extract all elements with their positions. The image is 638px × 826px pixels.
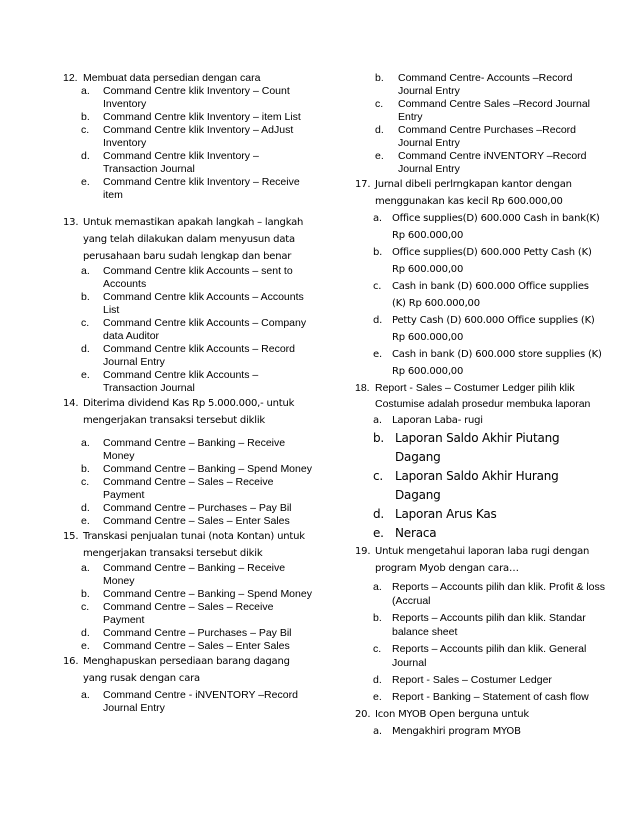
question-text: Transkasi penjualan tunai (nota Kontan) untuk mengerjakan transaksi tersebut dikik — [83, 531, 305, 559]
option: a. Command Centre – Banking – Receive Money — [81, 437, 286, 462]
question-text: Jurnal dibeli perlrngkapan kantor dengan menggunakan kas kecil Rp 600.000,00 — [375, 179, 572, 207]
option: a. Reports – Accounts pilih dan klik. Profit & loss (Accrual — [373, 581, 606, 607]
question-number: 18. — [355, 382, 370, 394]
option: a. Command Centre - iNVENTORY –Record Journal Entry — [81, 689, 298, 714]
option: a. Laporan Laba- rugi — [373, 415, 483, 426]
option: b. Command Centre- Accounts –Record Journal Entry — [375, 72, 573, 97]
option: a. Command Centre klik Inventory – Count Inventory — [81, 85, 290, 110]
question-number: 14. — [63, 398, 79, 409]
left-column — [63, 72, 315, 715]
option: b. Command Centre klik Accounts – Accounts List — [81, 291, 304, 316]
question-text: Menghapuskan persediaan barang dagang yang rusak dengan cara — [83, 656, 290, 684]
option: c. Command Centre klik Inventory – AdJust Inventory — [81, 124, 294, 149]
option: c. Command Centre klik Accounts – Company data Auditor — [81, 317, 307, 342]
question-14 — [63, 395, 315, 528]
option: a. Command Centre klik Accounts – sent to Accounts — [81, 265, 293, 290]
option: b. Reports – Accounts pilih dan klik. Standar balance sheet — [373, 612, 586, 638]
option: e. Command Centre iNVENTORY –Record Journal Entry — [375, 150, 587, 175]
question-number: 17. — [355, 179, 371, 190]
option: d. Command Centre klik Accounts – Record Journal Entry — [81, 343, 295, 368]
question-text: Membuat data persedian dengan cara — [83, 72, 261, 84]
question-text: Untuk memastikan apakah langkah – langkah yang telah dilakukan dalam menyusun data perusahaan baru sudah lengkap dan benar — [83, 217, 304, 262]
option: e. Command Centre klik Inventory – Receive item — [81, 176, 300, 201]
option: e. Report - Banking – Statement of cash flow — [373, 691, 589, 703]
option: b. Command Centre – Banking – Spend Money — [81, 588, 312, 600]
question-16 — [63, 653, 315, 715]
option: c. Reports – Accounts pilih dan klik. General Journal — [373, 643, 587, 669]
question-20 — [355, 706, 605, 740]
option: d. Command Centre – Purchases – Pay Bil — [81, 627, 292, 639]
question-number: 16. — [63, 656, 79, 667]
option: a. Mengakhiri program MYOB — [373, 726, 521, 737]
option: c. Cash in bank (D) 600.000 Office supplies (K) Rp 600.000,00 — [373, 281, 589, 309]
question-13 — [63, 214, 315, 395]
option: c. Command Centre – Sales – Receive Payment — [81, 601, 274, 626]
option: d. Laporan Arus Kas — [373, 507, 497, 521]
option: d. Report - Sales – Costumer Ledger — [373, 674, 552, 686]
option: e. Command Centre klik Accounts – Transaction Journal — [81, 369, 259, 394]
option: d. Command Centre – Purchases – Pay Bil — [81, 502, 292, 514]
question-12 — [63, 72, 315, 202]
option: d. Petty Cash (D) 600.000 Office supplies (K) Rp 600.000,00 — [373, 315, 595, 343]
option: b. Office supplies(D) 600.000 Petty Cash (K) Rp 600.000,00 — [373, 247, 592, 275]
option: b. Command Centre klik Inventory – item List — [81, 111, 301, 123]
question-18 — [355, 380, 605, 543]
question-number: 15. — [63, 531, 79, 542]
option: b. Laporan Saldo Akhir Piutang Dagang — [373, 431, 560, 464]
option: e. Command Centre – Sales – Enter Sales — [81, 640, 290, 652]
question-19 — [355, 543, 605, 704]
right-column — [355, 72, 605, 740]
question-number: 20. — [355, 709, 371, 720]
question-text: Diterima dividend Kas Rp 5.000.000,- untuk mengerjakan transaksi tersebut diklik — [83, 398, 295, 426]
option: e. Cash in bank (D) 600.000 store supplies (K) Rp 600.000,00 — [373, 349, 602, 377]
option: a. Office supplies(D) 600.000 Cash in bank(K) Rp 600.000,00 — [373, 213, 600, 241]
option: c. Command Centre – Sales – Receive Payment — [81, 476, 274, 501]
option: e. Neraca — [373, 526, 437, 540]
question-text: Untuk mengetahui laporan laba rugi dengan program Myob dengan cara… — [375, 546, 590, 574]
question-16-continued — [355, 72, 605, 176]
question-15 — [63, 528, 315, 653]
question-text: Report - Sales – Costumer Ledger pilih klik Costumise adalah prosedur membuka laporan — [375, 382, 591, 410]
question-number: 12. — [63, 72, 78, 84]
question-17 — [355, 176, 605, 380]
option: e. Command Centre – Sales – Enter Sales — [81, 515, 290, 527]
option: d. Command Centre klik Inventory – Transaction Journal — [81, 150, 259, 175]
option: c. Command Centre Sales –Record Journal Entry — [375, 98, 591, 123]
question-number: 13. — [63, 217, 79, 228]
question-number: 19. — [355, 546, 371, 557]
option: d. Command Centre Purchases –Record Journal Entry — [375, 124, 576, 149]
option: c. Laporan Saldo Akhir Hurang Dagang — [373, 469, 559, 502]
option: b. Command Centre – Banking – Spend Money — [81, 463, 312, 475]
option: a. Command Centre – Banking – Receive Money — [81, 562, 286, 587]
question-text: Icon MYOB Open berguna untuk — [375, 709, 529, 720]
